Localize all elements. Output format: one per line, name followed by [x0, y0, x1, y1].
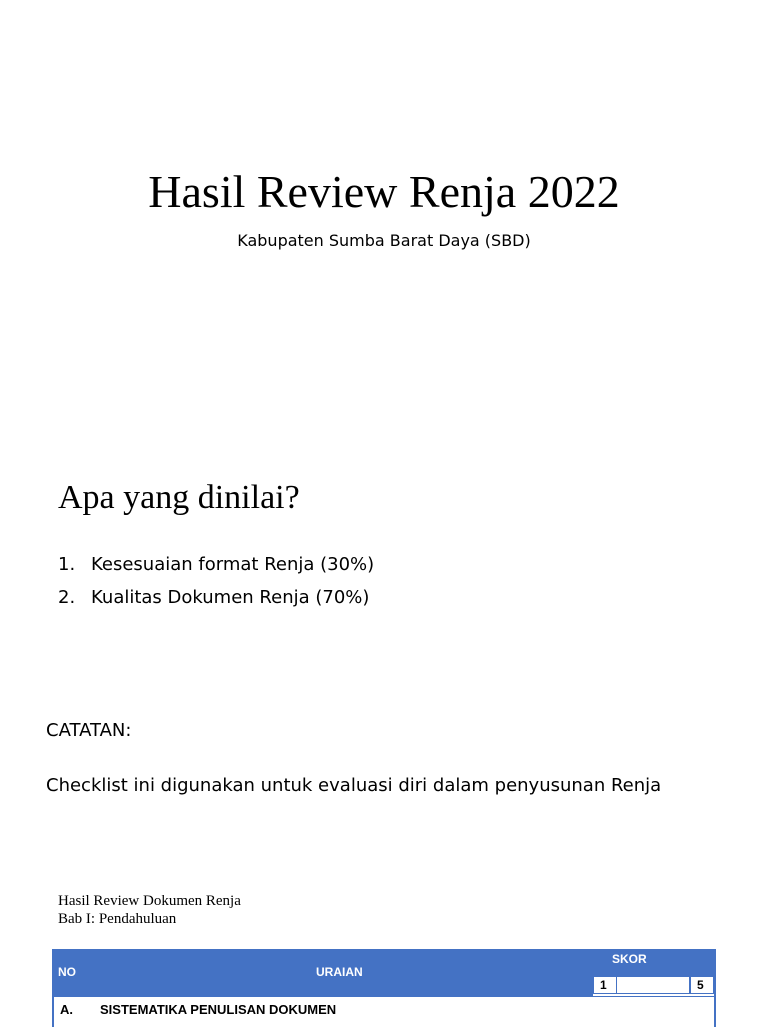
table-header: [52, 949, 716, 997]
document-chapter: Bab I: Pendahuluan: [58, 911, 177, 927]
table-row: [52, 997, 716, 1027]
criteria-item: [58, 548, 374, 581]
criteria-heading: Apa yang dinilai?: [58, 479, 300, 516]
skor-scale-row: [593, 976, 714, 996]
criteria-item: [58, 581, 374, 614]
page-subtitle: Kabupaten Sumba Barat Daya (SBD): [237, 231, 531, 250]
row-text: SISTEMATIKA PENULISAN DOKUMEN: [100, 1002, 337, 1017]
criteria-number: 2.: [58, 587, 76, 608]
note-text: Checklist ini digunakan untuk evaluasi diri dalam penyusunan Renja: [46, 775, 662, 796]
note-label: CATATAN:: [46, 720, 132, 741]
row-code: A.: [60, 1002, 73, 1017]
page-title: Hasil Review Renja 2022: [148, 166, 620, 217]
column-header-no: NO: [58, 965, 76, 979]
criteria-label: Kesesuaian format Renja (30%): [91, 554, 375, 575]
skor-middle-cell: [617, 976, 690, 994]
criteria-number: 1.: [58, 554, 76, 575]
document-title: Hasil Review Dokumen Renja: [58, 893, 241, 909]
criteria-list: [58, 548, 374, 614]
column-header-skor: SKOR: [612, 952, 647, 966]
criteria-label: Kualitas Dokumen Renja (70%): [91, 587, 370, 608]
skor-min-cell: 1: [593, 976, 617, 994]
skor-max-cell: 5: [690, 976, 714, 994]
column-header-uraian: URAIAN: [316, 965, 363, 979]
